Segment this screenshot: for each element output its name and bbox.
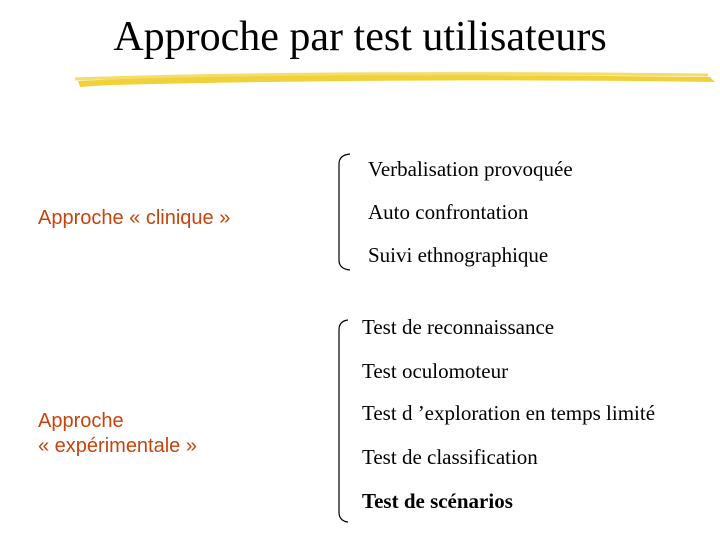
clinique-item-auto-confrontation: Auto confrontation [368,200,529,224]
exp-item-scenarios: Test de scénarios [362,489,513,513]
group-label-experimentale-line1: Approche [38,410,124,432]
slide-title: Approche par test utilisateurs [113,14,607,60]
exp-item-oculomoteur: Test oculomoteur [362,359,509,383]
clinique-item-verbalisation: Verbalisation provoquée [368,157,573,181]
title-underline [70,68,720,92]
exp-item-reconnaissance: Test de reconnaissance [362,315,555,339]
clinique-item-suivi: Suivi ethnographique [368,243,549,267]
exp-item-exploration: Test d ’exploration en temps limité [362,401,656,425]
group-label-experimentale-line2: « expérimentale » [38,435,197,457]
group-label-experimentale [38,409,197,459]
bracket-experimentale [332,150,362,530]
group-label-clinique: Approche « clinique » [38,207,231,229]
exp-item-classification: Test de classification [362,445,538,469]
